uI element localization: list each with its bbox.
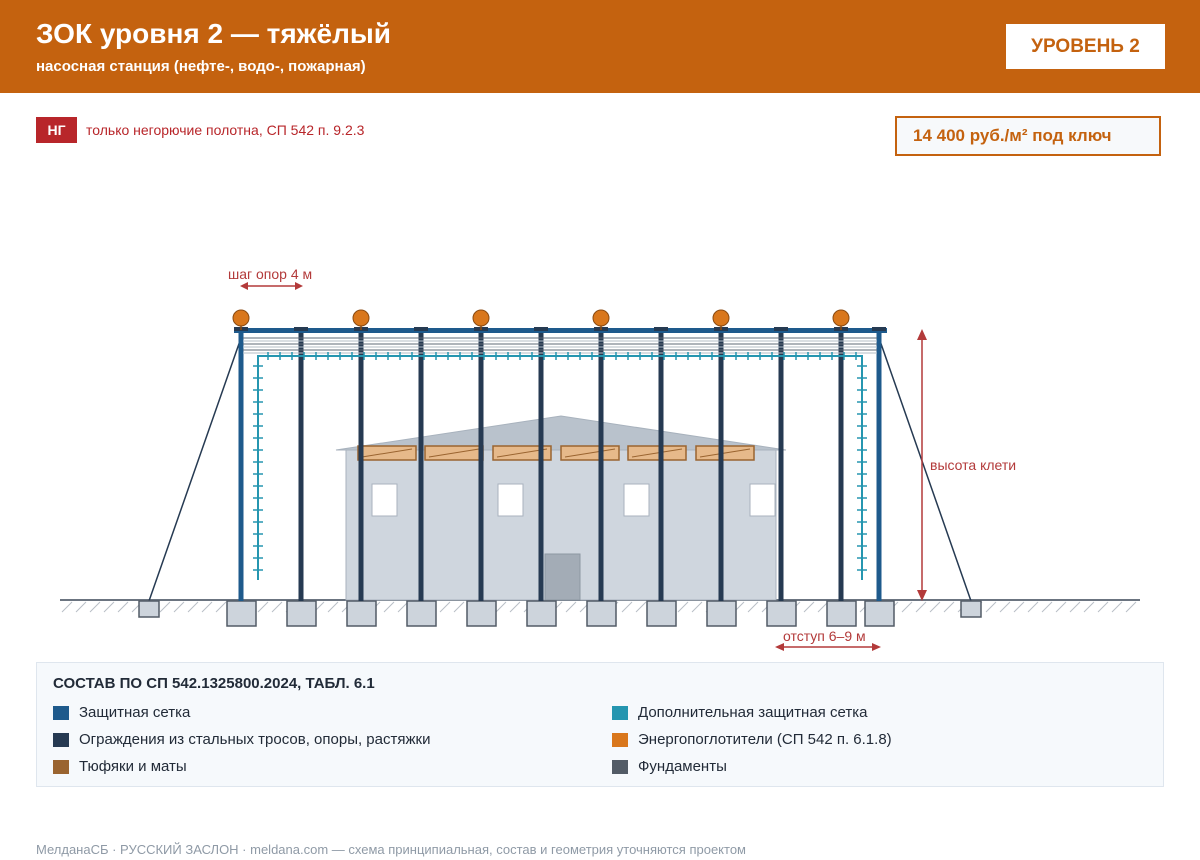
ground-hatch-line bbox=[1084, 602, 1094, 612]
foundation-block bbox=[467, 601, 496, 626]
ground-hatch-line bbox=[804, 602, 814, 612]
offset-dimension bbox=[775, 628, 881, 651]
anchor-foundation bbox=[139, 601, 159, 617]
footer-note: МелданаСБ · РУССКИЙ ЗАСЛОН · meldana.com — схема принципиальная, состав и геометрия уточняются проектом bbox=[36, 842, 746, 857]
ground-hatch-line bbox=[440, 602, 450, 612]
legend-label: Энергопоглотители (СП 542 п. 6.1.8) bbox=[638, 731, 892, 748]
ground-hatch-line bbox=[566, 602, 576, 612]
legend-swatch bbox=[612, 706, 628, 720]
ground-hatch-line bbox=[188, 602, 198, 612]
beam-cap bbox=[774, 327, 788, 331]
beam-cap bbox=[872, 327, 886, 331]
ground-hatch-line bbox=[1000, 602, 1010, 612]
ground-hatch-line bbox=[160, 602, 170, 612]
support-post bbox=[659, 333, 664, 601]
legend-title: СОСТАВ ПО СП 542.1325800.2024, ТАБЛ. 6.1 bbox=[53, 675, 375, 692]
ground-hatch-line bbox=[1070, 602, 1080, 612]
ground-hatch-line bbox=[76, 602, 86, 612]
building-window bbox=[498, 484, 523, 516]
support-post bbox=[779, 333, 784, 601]
offset-label: отступ 6–9 м bbox=[783, 628, 866, 644]
legend-label: Защитная сетка bbox=[79, 704, 191, 721]
legend-item bbox=[53, 704, 190, 721]
level-badge: УРОВЕНЬ 2 bbox=[1006, 24, 1165, 69]
ground-hatch-line bbox=[174, 602, 184, 612]
height-dimension bbox=[917, 329, 1016, 601]
support-post bbox=[539, 333, 544, 601]
legend-item bbox=[53, 731, 430, 748]
building-window bbox=[750, 484, 775, 516]
foundation-block bbox=[227, 601, 256, 626]
legend-item bbox=[612, 704, 867, 721]
ground-hatch-line bbox=[986, 602, 996, 612]
beam-cap bbox=[294, 327, 308, 331]
beam-cap bbox=[414, 327, 428, 331]
ground-hatch-line bbox=[202, 602, 212, 612]
legend-item bbox=[612, 758, 727, 775]
legend-item bbox=[53, 758, 187, 775]
legend-item bbox=[612, 731, 892, 748]
support-post bbox=[719, 333, 724, 601]
ground-hatch-line bbox=[902, 602, 912, 612]
ground-hatch-line bbox=[748, 602, 758, 612]
beam-cap bbox=[534, 327, 548, 331]
ground-hatch-line bbox=[916, 602, 926, 612]
ng-tag: НГ bbox=[36, 117, 77, 143]
ground-hatch-line bbox=[1126, 602, 1136, 612]
ground-hatch-line bbox=[622, 602, 632, 612]
ground-hatch-line bbox=[384, 602, 394, 612]
foundation-block bbox=[647, 601, 676, 626]
foundation-block bbox=[707, 601, 736, 626]
edge-post bbox=[239, 333, 244, 601]
pitch-label: шаг опор 4 м bbox=[228, 266, 313, 282]
beam-cap bbox=[654, 327, 668, 331]
foundation-block bbox=[865, 601, 894, 626]
foundation-block bbox=[767, 601, 796, 626]
foundation-block bbox=[587, 601, 616, 626]
ground-hatch-line bbox=[1028, 602, 1038, 612]
energy-absorber bbox=[593, 310, 609, 326]
ground-hatch-line bbox=[1112, 602, 1122, 612]
ground-hatch-line bbox=[930, 602, 940, 612]
ground-hatch-line bbox=[496, 602, 506, 612]
foundation-block bbox=[527, 601, 556, 626]
ground-hatch-line bbox=[104, 602, 114, 612]
legend-swatch bbox=[612, 733, 628, 747]
energy-absorber bbox=[833, 310, 849, 326]
guy-wire-left bbox=[149, 338, 241, 601]
price-box: 14 400 руб./м² под ключ bbox=[895, 116, 1161, 156]
legend-swatch bbox=[612, 760, 628, 774]
ng-notice-text: только негорючие полотна, СП 542 п. 9.2.3 bbox=[86, 122, 365, 138]
building-window bbox=[372, 484, 397, 516]
support-post bbox=[839, 333, 844, 601]
ground-hatch-line bbox=[692, 602, 702, 612]
pitch-dimension bbox=[228, 266, 312, 290]
ground-hatch-line bbox=[1014, 602, 1024, 612]
legend-swatch bbox=[53, 733, 69, 747]
ground-hatch-line bbox=[90, 602, 100, 612]
ground-hatch-line bbox=[944, 602, 954, 612]
page-title: ЗОК уровня 2 — тяжёлый bbox=[36, 18, 391, 49]
support-post bbox=[599, 333, 604, 601]
energy-absorber bbox=[713, 310, 729, 326]
building-window bbox=[624, 484, 649, 516]
ground-hatch-line bbox=[1098, 602, 1108, 612]
ground-hatch-line bbox=[272, 602, 282, 612]
support-post bbox=[299, 333, 304, 601]
support-post bbox=[359, 333, 364, 601]
legend-swatch bbox=[53, 706, 69, 720]
ground-hatch-line bbox=[258, 602, 268, 612]
legend-label: Фундаменты bbox=[638, 758, 727, 775]
energy-absorber bbox=[233, 310, 249, 326]
ground-hatch-line bbox=[1056, 602, 1066, 612]
height-label: высота клети bbox=[930, 457, 1017, 473]
legend-label: Тюфяки и маты bbox=[79, 758, 187, 775]
legend-panel bbox=[36, 662, 1164, 787]
foundation-block bbox=[407, 601, 436, 626]
ground-hatch-line bbox=[636, 602, 646, 612]
edge-post bbox=[877, 333, 882, 601]
foundation-block bbox=[347, 601, 376, 626]
support-post bbox=[419, 333, 424, 601]
legend-label: Дополнительная защитная сетка bbox=[638, 704, 868, 721]
ground-hatch-line bbox=[678, 602, 688, 612]
ground-hatch-line bbox=[454, 602, 464, 612]
anchor-foundation bbox=[961, 601, 981, 617]
legend-swatch bbox=[53, 760, 69, 774]
energy-absorber bbox=[353, 310, 369, 326]
foundation-block bbox=[287, 601, 316, 626]
legend-label: Ограждения из стальных тросов, опоры, растяжки bbox=[79, 731, 431, 748]
ground-hatch-line bbox=[510, 602, 520, 612]
ground-hatch-line bbox=[1042, 602, 1052, 612]
ground-hatch-line bbox=[328, 602, 338, 612]
ground-hatch-line bbox=[62, 602, 72, 612]
foundation-block bbox=[827, 601, 856, 626]
top-beam bbox=[234, 328, 887, 333]
building-door bbox=[545, 554, 580, 600]
ground-hatch-line bbox=[216, 602, 226, 612]
ground-hatch-line bbox=[118, 602, 128, 612]
support-post bbox=[479, 333, 484, 601]
page-subtitle: насосная станция (нефте-, водо-, пожарная) bbox=[36, 58, 366, 75]
energy-absorber bbox=[473, 310, 489, 326]
